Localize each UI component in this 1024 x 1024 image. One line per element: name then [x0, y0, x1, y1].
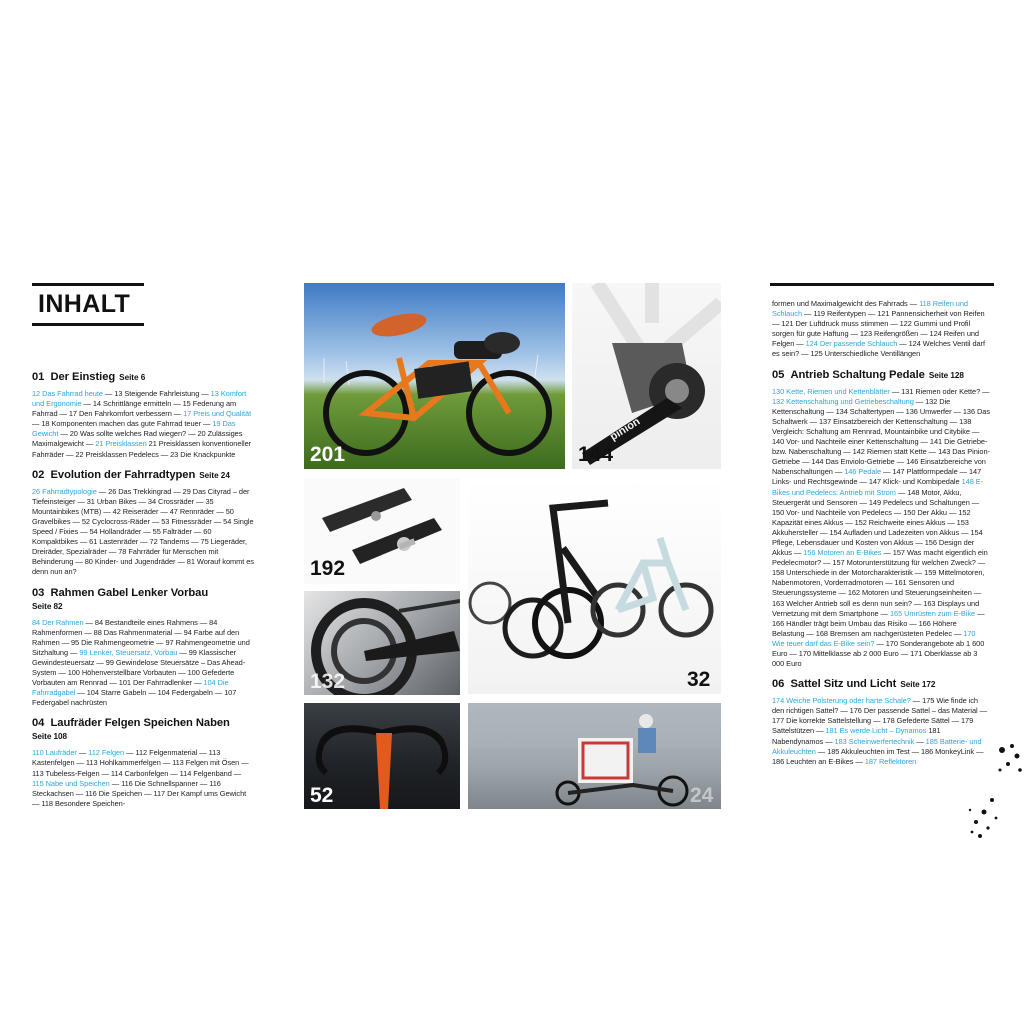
photo-cargo-bike [468, 703, 721, 809]
toc-entry-text: — 185 Akkuleuchten im Test — 186 MonkeyLink — 186 Leuchten an E-Bikes — [772, 746, 984, 766]
section-heading [32, 371, 254, 384]
section-page: Seite 24 [199, 470, 230, 480]
toc-entry-text: — 166 Händler trägt beim Umbau das Risiko — 166 Höhere Belastung — 168 Bremsen am nachgerüsteten Pedelec — [772, 608, 985, 638]
section-page: Seite 82 [32, 601, 63, 611]
photo-chainring [304, 591, 460, 695]
toc-topic-link[interactable]: 118 Reifen und Schlauch [772, 299, 968, 319]
toc-topic-link[interactable]: 110 Laufräder [32, 748, 77, 758]
toc-entry-text: — 84 Bestandteile eines Rahmens — 84 Rahmenformen — 88 Das Rahmenmaterial — 94 Farbe auf den Rahmen — 95 Die Rahmengeometrie — 97 Rahmengeometrie und Sitzhaltung — [32, 617, 250, 657]
photo-brake-pads [304, 478, 460, 584]
section-number: 02 [32, 468, 45, 481]
toc-entry-text: — 18 Komponenten machen das gute Fahrrad teuer — [32, 419, 213, 429]
ebikes-drawing [468, 478, 721, 694]
toc-entry-text: 181 Nabendynamos — [772, 726, 941, 746]
photo-page-number: 144 [578, 443, 614, 466]
ink-splash-decoration [962, 740, 1024, 840]
toc-entry-text: — 124 Welches Ventil darf es sein? — 125 Unterschiedliche Ventillängen [772, 339, 985, 359]
toc-topic-link[interactable]: 115 Nabe und Speichen [32, 778, 110, 788]
photo-page-number: 192 [310, 557, 346, 580]
pinion-logo-text: pinion [607, 415, 643, 444]
toc-section [772, 678, 990, 767]
toc-entry-text: — 175 Wie finde ich den richtigen Sattel? — 176 Der passende Sattel – das Material — 177 Die korrekte Sattelstellung — 178 Gefederte Sättel — 179 Sattelstützen — [772, 696, 987, 736]
toc-topic-link[interactable]: 99 Lenker, Steuersatz, Vorbau [79, 647, 178, 657]
toc-section [32, 469, 254, 578]
section-title: Laufräder Felgen Speichen Naben [50, 717, 230, 730]
section-entries [32, 618, 254, 709]
toc-topic-link[interactable]: 12 Das Fahrrad heute [32, 389, 103, 398]
toc-topic-link[interactable]: 185 Batterie- und Akkuleuchten [772, 736, 982, 756]
toc-right-column [772, 299, 990, 776]
section-entries [772, 696, 990, 767]
section-entries [32, 748, 254, 809]
section-title: Sattel Sitz und Licht [790, 678, 897, 691]
section-title: Der Einstieg [50, 371, 116, 383]
page-title: INHALT [38, 290, 131, 318]
toc-entry-text: — 148 Motor, Akku, Steuergerät und Sensoren — 149 Pedelecs und Schaltungen — 150 Vor- und Nachteile von Pedelecs — 150 Der Akku — 152 Kapazität eines Akkus — 152 Reichweite eines Akkus — 153 Akkuhersteller — 154 Aufladen und Ladezeiten von Akkus — 154 Pflege, Lebensdauer und Kosten von Akkus — 156 Design der Akkus — [772, 487, 983, 558]
toc-entry-text: — 26 Das Trekkingrad — 29 Das Cityrad – der Tiefeinsteiger — 31 Urban Bikes — 34 Crossräder — 35 Mountainbikes (MTB) — 42 Reiseräder — 47 Rennräder — 50 Gravelbikes — 52 Cyclocross-Räder — 53 Fitnessräder — 54 Single Speed / Fixies — 54 Hollandräder — 55 Falträder — 60 Kompaktbikes — 61 Lastenräder — 72 Tandems — 75 Liegeräder, Dreiräder, Spezialräder — 78 Fahrräder für Menschen mit Behinderung — 80 Kinder- und Jugendräder — 81 Worauf kommt es denn nun an? [32, 486, 254, 577]
section-entries [32, 389, 254, 460]
toc-topic-link[interactable]: 84 Der Rahmen [32, 617, 84, 627]
toc-topic-link[interactable]: 187 Reflektoren [864, 756, 917, 766]
toc-topic-link[interactable]: 17 Preis und Qualität [183, 409, 252, 419]
toc-entry-text: — 14 Schrittlänge ermitteln — 15 Federung am Fahrrad — 17 Den Fahrkomfort verbessern — [32, 399, 237, 419]
cargo-bike-drawing [468, 703, 721, 809]
toc-section [32, 587, 254, 709]
section-heading [772, 369, 990, 382]
toc-topic-link[interactable]: 104 Die Fahrradgabel [32, 678, 229, 698]
toc-entry-text: — [76, 748, 89, 758]
photo-page-number: 32 [687, 668, 711, 691]
toc-topic-link[interactable]: 148 E-Bikes und Pedelecs: Antrieb mit Strom [772, 477, 984, 497]
section-heading [32, 717, 254, 743]
top-rule [770, 283, 994, 286]
toc-entry-text: — 104 Starre Gabeln — 104 Federgabeln — 107 Federgabel nachrüsten [32, 688, 237, 708]
toc-topic-link[interactable]: 112 Felgen [88, 748, 125, 758]
section-heading [32, 587, 254, 613]
toc-left-column [32, 371, 254, 818]
toc-entry-text: — 20 Was sollte welches Rad wiegen? — 20 Zulässiges Maximalgewicht — [32, 429, 243, 449]
toc-entry-text: — 132 Die Kettenschaltung — 134 Schaltertypen — 136 Umwerfer — 136 Das Schaltwerk — 137 Einsatzbereich der Kettenschaltung — 138 Vergleich: Schaltung am Rennrad, Mountainbike und Citybike — 140 Vor- und Nachteile einer Kettenschaltung — 141 Die Getriebe- bzw. Nabenschaltung — 142 Riemen statt Kette — 143 Das Pinion-Getriebe — 144 Das Enviolo-Getriebe — 146 Einsatzbereiche von Nabenschaltungen — [772, 396, 991, 477]
toc-entry-text: — 170 Sonderangebote ab 1 600 Euro — 170 Mittelklasse ab 2 000 Euro — 171 Oberklasse ab 3 000 Euro [772, 638, 985, 669]
photo-pinion-crank [572, 283, 721, 469]
toc-entry-text: — 119 Reifentypen — 121 Pannensicherheit von Reifen — 121 Der Luftdruck muss stimmen — 122 Gummi und Profil sorgen für gute Haftung — 123 Reifengrößen — 124 Reifen und Felgen — [772, 309, 985, 349]
toc-topic-link[interactable]: 132 Kettenschaltung und Getriebeschaltung [772, 396, 914, 406]
toc-entry-text: — [914, 736, 926, 746]
section-entries [772, 387, 990, 670]
toc-topic-link[interactable]: 124 Der passende Schlauch [805, 339, 898, 349]
toc-topic-link[interactable]: 174 Weiche Polsterung oder harte Schale? [772, 696, 911, 706]
toc-entry-text: — 116 Die Schnellspanner — 116 Steckachsen — 116 Die Speichen — 117 Der Kampf ums Gewicht — 118 Besondere Speichen- [32, 778, 247, 808]
photo-page-number: 24 [690, 784, 714, 807]
section-heading [772, 678, 990, 691]
section-number: 05 [772, 368, 785, 381]
toc-topic-link[interactable]: 170 Wie teuer darf das E-Bike sein? [772, 628, 976, 648]
section-page: Seite 172 [900, 680, 936, 690]
section-page: Seite 108 [32, 732, 68, 742]
toc-entry-text: formen und Maximalgewicht des Fahrrads — [772, 299, 920, 308]
toc-entry-text: — 157 Was macht eigentlich ein Pedelecmotor? — 157 Motorunterstützung für welchen Zweck? — 158 Unterschiede in der Motorcharakteristik — 159 Mittelmotoren, Nabenmotoren, Vorderradmotoren — 161 Sensoren und Steuerungssysteme — 162 Motoren und Steuerungseinheiten — 163 Welcher Antrieb soll es denn nun sein? — 163 Displays und Vernetzung mit dem Smartphone — [772, 548, 988, 618]
toc-entry-text: — 131 Riemen oder Kette? — [889, 386, 990, 396]
toc-topic-link[interactable]: 13 Komfort und Ergonomie [32, 389, 247, 409]
toc-topic-link[interactable]: 26 Fahrradtypologie [32, 486, 97, 496]
toc-topic-link[interactable]: 146 Pedale [844, 467, 882, 477]
crank-drawing [572, 283, 721, 469]
section-page: Seite 128 [928, 370, 964, 380]
toc-topic-link[interactable]: 156 Motoren an E-Bikes [803, 548, 882, 558]
section-entries [32, 487, 254, 578]
toc-entry-text: — 112 Felgenmaterial — 113 Kastenfelgen — 113 Hohlkammerfelgen — 113 Felgen mit Ösen — 113 Tubeless-Felgen — 114 Carbonfelgen — 114 Felgenband — [32, 748, 249, 778]
section-title: Evolution der Fahrradtypen [50, 468, 196, 481]
section-number: 03 [32, 586, 45, 599]
toc-topic-link[interactable]: 165 Umrüsten zum E-Bike [889, 608, 976, 618]
toc-section [772, 369, 990, 670]
toc-section [32, 371, 254, 460]
continued-entries [772, 299, 990, 360]
section-page: Seite 6 [119, 373, 146, 382]
photo-handlebar [304, 703, 460, 809]
toc-entry-text: 21 Preisklassen konventioneller Fahrräder — 22 Preisklassen Pedelecs — 23 Die Knackpunkte [32, 439, 252, 459]
photo-ebikes [468, 478, 721, 694]
section-heading [32, 469, 254, 482]
toc-topic-link[interactable]: 130 Kette, Riemen und Kettenblätter [772, 386, 890, 396]
toc-topic-link[interactable]: 19 Das Gewicht [32, 419, 236, 439]
bikepacking-bike-drawing [304, 283, 565, 469]
section-title: Antrieb Schaltung Pedale [790, 368, 925, 381]
photo-page-number: 132 [310, 670, 346, 693]
toc-entry-text: — 99 Klassischer Gewindesteuersatz — 99 Gewindelose Steuersätze – Das Ahead-System — 100 Höhenverstellbare Vorbauten — 100 Gefederte Vorbauten am Rennrad — 101 Der Fahrradlenker — [32, 647, 246, 688]
photo-page-number: 201 [310, 443, 346, 466]
toc-section [32, 717, 254, 809]
photo-page-number: 52 [310, 784, 334, 807]
section-number: 01 [32, 371, 45, 383]
toc-entry-text: — 147 Plattformpedale — 147 Links- und Rechtsgewinde — 147 Klick- und Kombipedale [772, 467, 982, 487]
title-box [32, 283, 144, 326]
section-title: Rahmen Gabel Lenker Vorbau [50, 586, 209, 599]
photo-bikepacking [304, 283, 565, 469]
toc-topic-link[interactable]: 21 Preisklassen [95, 439, 147, 449]
toc-topic-link[interactable]: 181 Es werde Licht – Dynamos [825, 726, 927, 736]
toc-topic-link[interactable]: 183 Scheinwerfertechnik [834, 736, 915, 746]
section-number: 04 [32, 717, 45, 730]
section-number: 06 [772, 678, 785, 691]
toc-entry-text: — 13 Steigende Fahrleistung — [102, 389, 211, 398]
